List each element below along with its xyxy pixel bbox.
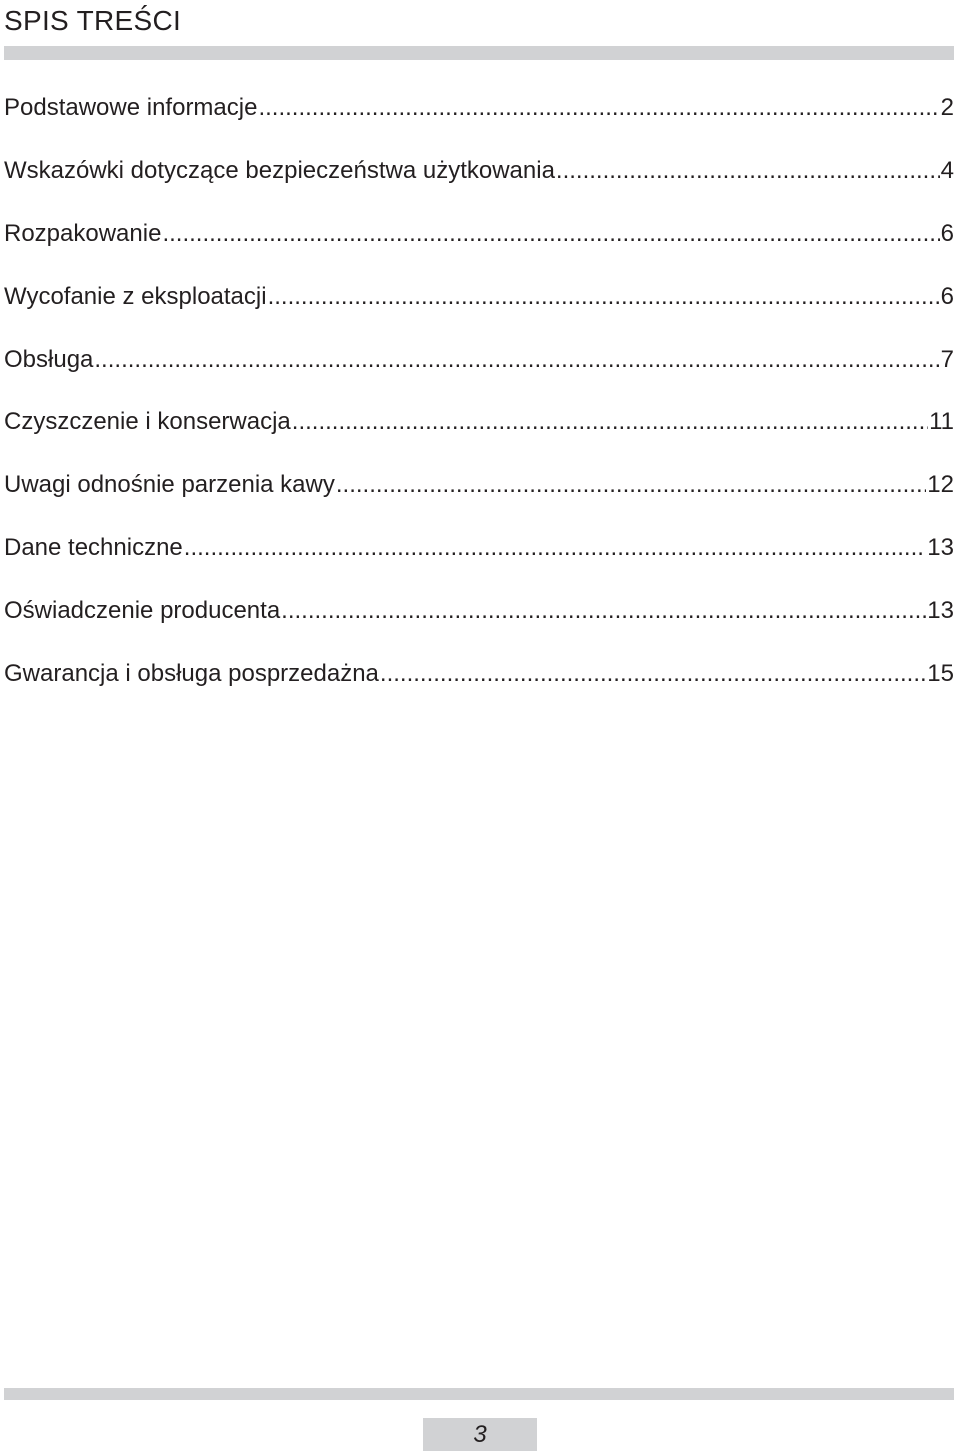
toc-dot-leader: [268, 279, 940, 315]
toc-entry-label: Wycofanie z eksploatacji: [4, 279, 267, 315]
toc-entry-decommissioning[interactable]: [4, 279, 954, 342]
toc-entry-cleaning[interactable]: [4, 404, 954, 467]
toc-entry-page: 13: [927, 534, 954, 562]
toc-entry-page: 7: [940, 345, 954, 373]
toc-dot-leader: [281, 593, 926, 629]
toc-entry-label: Uwagi odnośnie parzenia kawy: [4, 467, 335, 503]
toc-dot-leader: [380, 656, 926, 692]
toc-dot-leader: [94, 342, 939, 378]
toc-entry-warranty[interactable]: [4, 656, 954, 719]
toc-entry-label: Gwarancja i obsługa posprzedażna: [4, 656, 379, 692]
page-number-box: [423, 1418, 537, 1451]
toc-entry-label: Obsługa: [4, 342, 93, 378]
toc-dot-leader: [336, 467, 926, 503]
toc-entry-coffee-notes[interactable]: [4, 467, 954, 530]
toc-entry-manufacturer-declaration[interactable]: [4, 593, 954, 656]
title-divider: [4, 46, 954, 60]
toc-dot-leader: [162, 216, 939, 252]
toc-entry-operation[interactable]: [4, 342, 954, 405]
toc-dot-leader: [556, 153, 940, 189]
toc-entry-label: Podstawowe informacje: [4, 90, 257, 126]
toc-entry-label: Oświadczenie producenta: [4, 593, 280, 629]
table-of-contents: [4, 90, 954, 719]
toc-entry-unpacking[interactable]: [4, 216, 954, 279]
toc-entry-page: 15: [927, 660, 954, 688]
toc-entry-label: Rozpakowanie: [4, 216, 161, 252]
toc-entry-page: 2: [940, 94, 954, 121]
toc-entry-label: Wskazówki dotyczące bezpieczeństwa użytkowania: [4, 153, 555, 189]
toc-entry-page: 6: [940, 282, 954, 310]
toc-dot-leader: [292, 404, 928, 440]
toc-entry-basic-info[interactable]: [4, 90, 954, 153]
toc-dot-leader: [258, 90, 939, 126]
toc-entry-page: 4: [940, 156, 954, 184]
toc-entry-technical-data[interactable]: [4, 530, 954, 593]
toc-entry-page: 6: [940, 219, 954, 247]
toc-entry-page: 13: [927, 597, 954, 625]
page-number: 3: [473, 1420, 487, 1448]
toc-entry-safety[interactable]: [4, 153, 954, 216]
toc-entry-label: Dane techniczne: [4, 530, 183, 566]
toc-entry-page: 11: [929, 408, 954, 436]
footer-divider: [4, 1388, 954, 1400]
toc-entry-page: 12: [927, 471, 954, 499]
toc-dot-leader: [184, 530, 927, 566]
page-title: SPIS TREŚCI: [4, 5, 182, 36]
toc-entry-label: Czyszczenie i konserwacja: [4, 404, 291, 440]
